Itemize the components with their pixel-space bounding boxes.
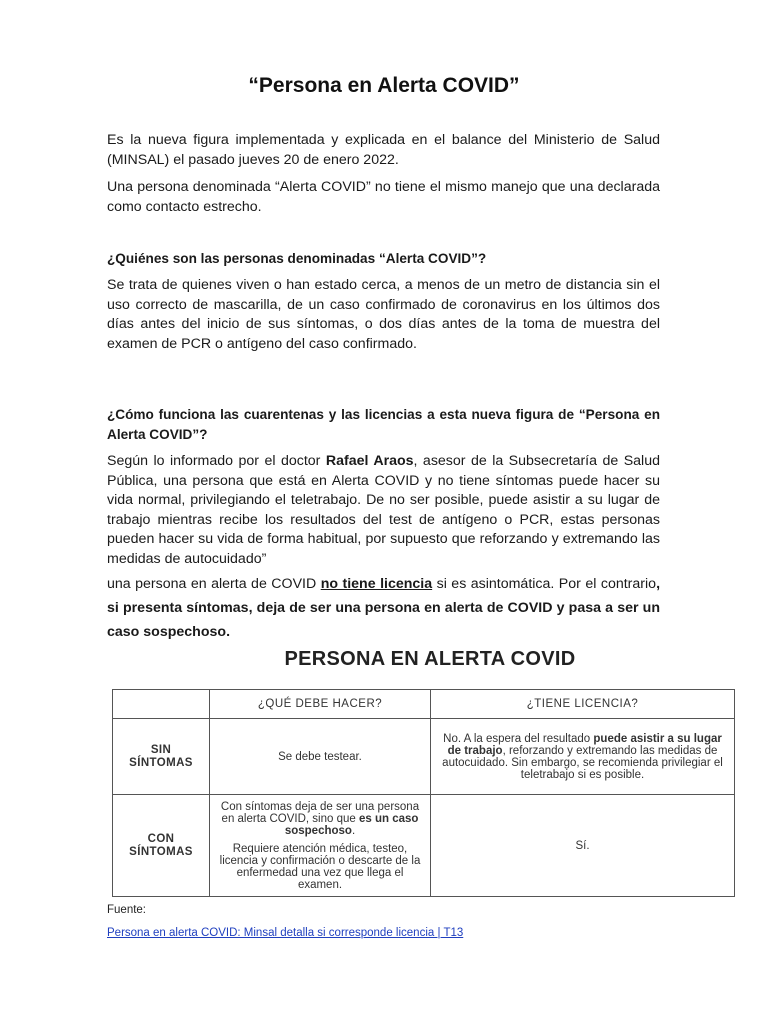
row2-what-bold: es un caso sospechoso bbox=[284, 812, 419, 837]
col-header-what: ¿QUÉ DEBE HACER? bbox=[210, 690, 431, 719]
table-header-row bbox=[113, 690, 735, 719]
row1-license bbox=[431, 719, 735, 795]
row2-what-p1 bbox=[216, 801, 424, 837]
table-title: PERSONA EN ALERTA COVID bbox=[284, 648, 576, 670]
row1-license-bold: puede asistir a su lugar de trabajo bbox=[447, 732, 722, 757]
p1-after: , asesor de la Subsecretaría de Salud Pública, una persona que está en Alerta COVID y no tiene síntomas puede hacer su vida normal, privilegiando el teletrabajo. De no ser posible, puede asistir a su lugar de trabajo mientras recibe los resultados del test de antígeno o PCR, estas personas pueden hacer su vida de forma habitual, por supuesto que reforzando y extremando las medidas de autocuidado” bbox=[107, 453, 660, 567]
doctor-name: Rafael Araos bbox=[325, 453, 414, 469]
row2-what-p2: Requiere atención médica, testeo, licencia y confirmación o descarte de la enfermedad una vez que llega el examen. bbox=[219, 842, 421, 891]
intro-paragraph-2: Una persona denominada “Alerta COVID” no tiene el mismo manejo que una declarada como contacto estrecho. bbox=[107, 179, 660, 215]
row2-license: Sí. bbox=[431, 795, 735, 897]
row-label-line: CON bbox=[147, 832, 175, 845]
source-link[interactable]: Persona en alerta COVID: Minsal detalla si corresponde licencia | T13 bbox=[107, 927, 464, 939]
table-row bbox=[113, 719, 735, 795]
p2-mid: si es asintomática. Por el contrario bbox=[432, 576, 657, 592]
row1-license-before: No. A la espera del resultado bbox=[443, 732, 594, 745]
col-header-license: ¿TIENE LICENCIA? bbox=[431, 690, 735, 719]
row-label-line: SÍNTOMAS bbox=[129, 845, 193, 858]
p2-bold: , si presenta síntomas, deja de ser una persona en alerta de COVID y pasa a ser un caso sospechoso. bbox=[107, 576, 661, 640]
section1-answer: Se trata de quienes viven o han estado cerca, a menos de un metro de distancia sin el uso correcto de mascarilla, de un caso confirmado de coronavirus en los últimos dos días antes del inicio de sus síntomas, o dos días antes de la toma de muestra del examen de PCR o antígeno del caso confirmado. bbox=[107, 277, 660, 352]
section1-question: ¿Quiénes son las personas denominadas “Alerta COVID”? bbox=[107, 251, 487, 266]
section2-question: ¿Cómo funciona las cuarentenas y las licencias a esta nueva figura de “Persona en Alerta COVID”? bbox=[107, 407, 660, 442]
row-label-line: SÍNTOMAS bbox=[129, 756, 193, 769]
section2-paragraph-2 bbox=[107, 572, 660, 644]
p1-before: Según lo informado por el doctor bbox=[107, 453, 326, 469]
intro-paragraph-1: Es la nueva figura implementada y explicada en el balance del Ministerio de Salud (MINSAL) el pasado jueves 20 de enero 2022. bbox=[107, 132, 660, 168]
no-license-emphasis: no tiene licencia bbox=[320, 576, 433, 592]
alert-covid-table bbox=[112, 689, 735, 897]
row-label-con-sintomas bbox=[113, 795, 210, 897]
row2-what-after: . bbox=[351, 824, 356, 837]
table-row bbox=[113, 795, 735, 897]
document-title: “Persona en Alerta COVID” bbox=[248, 74, 520, 97]
corner-cell bbox=[113, 690, 210, 719]
row1-what: Se debe testear. bbox=[210, 719, 431, 795]
row2-what-before: Con síntomas deja de ser una persona en alerta COVID, sino que bbox=[220, 800, 420, 825]
p2-before: una persona en alerta de COVID bbox=[107, 576, 321, 592]
row-label-line: SIN bbox=[150, 743, 172, 756]
row1-license-after: , reforzando y extremando las medidas de autocuidado. Sin embargo, se recomienda privilegiar el teletrabajo si es posible. bbox=[442, 744, 723, 781]
row-label-sin-sintomas bbox=[113, 719, 210, 795]
source-label: Fuente: bbox=[107, 904, 146, 916]
row2-what bbox=[210, 795, 431, 897]
section2-paragraph-1 bbox=[107, 452, 660, 569]
